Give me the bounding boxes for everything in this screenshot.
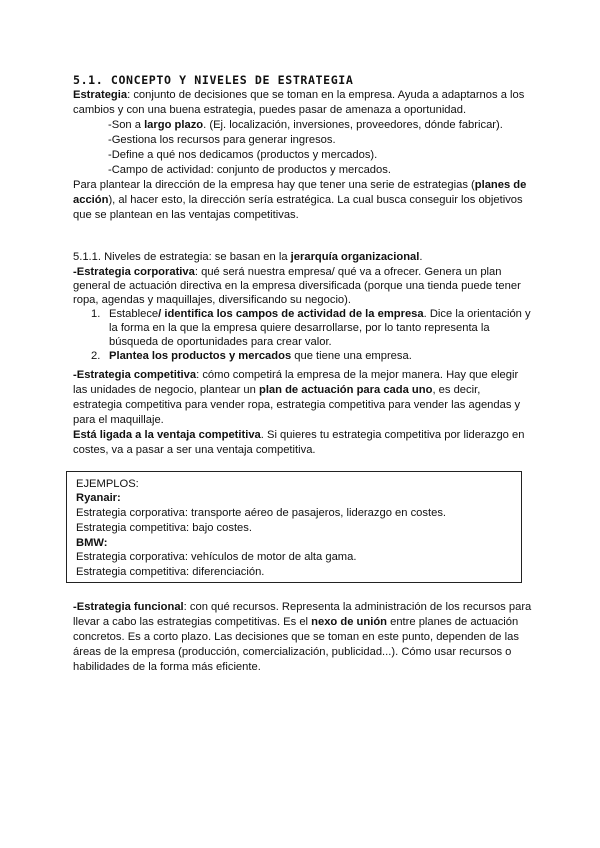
corporativa-item-1-line-2: la forma en la que la empresa quiere desarrollarse, por lo tanto representa la	[109, 322, 490, 334]
example-bmw-competitiva: Estrategia competitiva: diferenciación.	[76, 566, 265, 578]
example-bmw-corporativa: Estrategia corporativa: vehículos de motor de alta gama.	[76, 551, 357, 563]
funcional-line-3: concretos. Es a corto plazo. Las decisiones que se toman en este punto, dependen de las	[73, 631, 519, 643]
competitiva-line-6: costes, va a pasar a ser una ventaja competitiva.	[73, 444, 316, 456]
competitiva-line-1: -Estrategia competitiva: cómo competirá la empresa de la mejor manera. Hay que elegir	[73, 369, 519, 381]
example-ryanair-competitiva: Estrategia competitiva: bajo costes.	[76, 522, 252, 534]
competitiva-line-5: Está ligada a la ventaja competitiva. Si quieres tu estrategia competitiva por liderazgo en	[73, 429, 525, 441]
corporativa-item-2: Plantea los productos y mercados que tiene una empresa.	[109, 350, 412, 362]
strategy-definition-line-1: Estrategia: conjunto de decisiones que se toman en la empresa. Ayuda a adaptarnos a los	[73, 89, 525, 101]
funcional-line-5: habilidades de la forma más eficiente.	[73, 661, 261, 673]
planes-line-2: acción), al hacer esto, la dirección sería estratégica. La cual busca conseguir los objetivos	[73, 194, 523, 206]
funcional-line-4: áreas de la empresa (producción, comercialización, publicidad...). Cómo usar recursos o	[73, 646, 512, 658]
corporativa-item-1-line-3: búsqueda de oportunidades para crear valor.	[109, 336, 332, 348]
example-ryanair-heading: Ryanair:	[76, 492, 121, 504]
subsection-511: 5.1.1. Niveles de estrategia: se basan en la jerarquía organizacional.	[73, 251, 423, 263]
competitiva-line-3: estrategia competitiva para vender ropa, estrategia competitiva para vender las agendas y	[73, 399, 521, 411]
funcional-line-1: -Estrategia funcional: con qué recursos. Representa la administración de los recursos para	[73, 601, 532, 613]
bullet-largo-plazo: -Son a largo plazo. (Ej. localización, inversiones, proveedores, dónde fabricar).	[108, 119, 503, 131]
example-ryanair-corporativa: Estrategia corporativa: transporte aéreo de pasajeros, liderazgo en costes.	[76, 507, 447, 519]
planes-line-3: que se plantean en las ventajas competitivas.	[73, 209, 299, 221]
corporativa-item-1-line-1: Establece/ identifica los campos de actividad de la empresa. Dice la orientación y	[109, 308, 531, 320]
bullet-gestiona: -Gestiona los recursos para generar ingresos.	[108, 134, 336, 146]
term-estrategia: Estrategia	[73, 89, 128, 101]
competitiva-line-2: las unidades de negocio, plantear un plan de actuación para cada uno, es decir,	[73, 384, 481, 396]
corporativa-line-2: general de actuación directiva en la empresa diversificada (porque una tienda puede tener	[73, 280, 521, 292]
examples-title: EJEMPLOS:	[76, 478, 139, 490]
bullet-define: -Define a qué nos dedicamos (productos y mercados).	[108, 149, 378, 161]
funcional-line-2: llevar a cabo las estrategias competitivas. Es el nexo de unión entre planes de actuación	[73, 616, 519, 628]
strategy-definition-line-2: cambios y con una buena estrategia, puedes pasar de amenaza a oportunidad.	[73, 104, 467, 116]
corporativa-line-1: -Estrategia corporativa: qué será nuestra empresa/ qué va a ofrecer. Genera un plan	[73, 266, 502, 278]
section-title: 5.1. CONCEPTO Y NIVELES DE ESTRATEGIA	[73, 73, 354, 87]
example-bmw-heading: BMW:	[76, 537, 108, 549]
competitiva-line-4: para el maquillaje.	[73, 414, 164, 426]
bullet-campo: -Campo de actividad: conjunto de productos y mercados.	[108, 164, 391, 176]
corporativa-line-3: ropa, agendas y maquillajes, diversificando su negocio).	[73, 294, 351, 306]
planes-line-1: Para plantear la dirección de la empresa hay que tener una serie de estrategias (planes de	[73, 179, 527, 191]
list-number-1: 1.	[91, 308, 101, 320]
list-number-2: 2.	[91, 350, 101, 362]
